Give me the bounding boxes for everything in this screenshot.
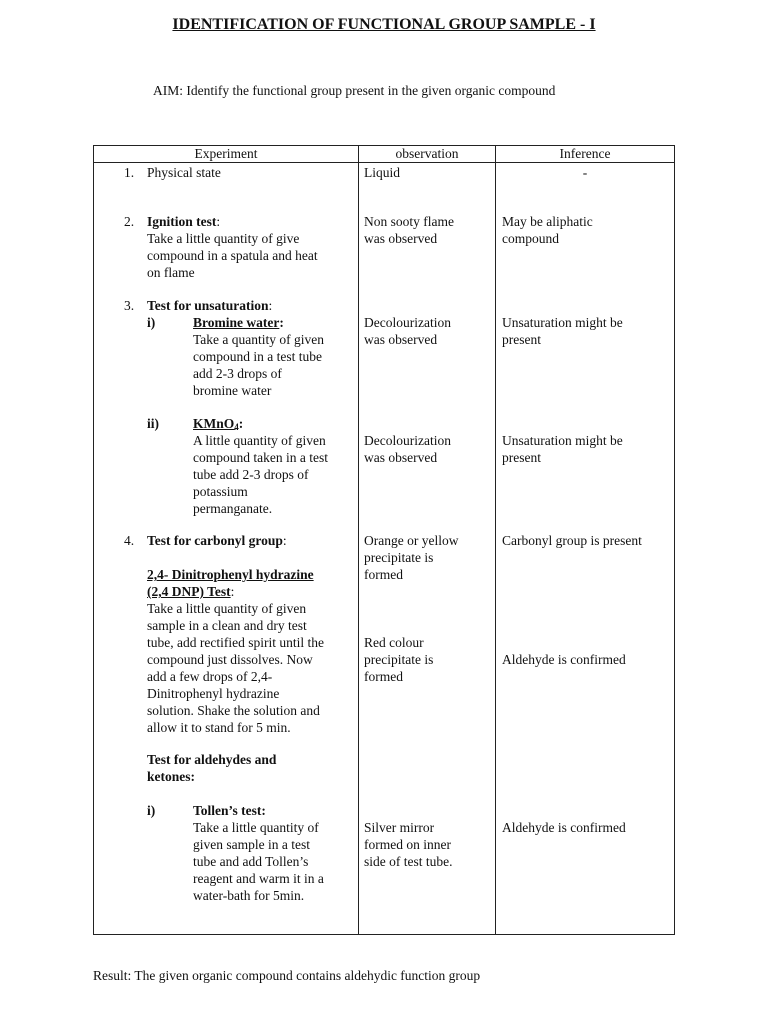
inference-text: present: [502, 450, 541, 465]
procedure-line: compound taken in a test: [193, 450, 328, 465]
procedure-line: add a few drops of 2,4-: [147, 669, 273, 684]
aldehyde-test-heading: ketones:: [147, 769, 195, 784]
result-text: Result: The given organic compound contains aldehydic function group: [93, 968, 481, 983]
inference-text: -: [582, 165, 588, 180]
observation-text: formed: [364, 669, 403, 684]
procedure-line: bromine water: [193, 383, 272, 398]
dnp-test-name: 2,4- Dinitrophenyl hydrazine: [147, 567, 314, 582]
aldehyde-test-heading: Test for aldehydes and: [147, 752, 277, 767]
inference-text: Unsaturation might be: [502, 433, 623, 448]
test-name: Test for unsaturation: [147, 298, 269, 313]
inference-text: Carbonyl group is present: [502, 533, 642, 548]
column-divider: [495, 146, 496, 934]
inference-text: present: [502, 332, 541, 347]
observation-text: Orange or yellow: [364, 533, 459, 548]
procedure-line: sample in a clean and dry test: [147, 618, 307, 633]
observation-text: was observed: [364, 332, 438, 347]
colon: :: [279, 315, 284, 330]
procedure-line: compound just dissolves. Now: [147, 652, 313, 667]
colon: :: [282, 533, 287, 548]
experiment-table: [93, 145, 675, 935]
inference-text: Unsaturation might be: [502, 315, 623, 330]
observation-text: was observed: [364, 231, 438, 246]
observation-text: Silver mirror: [364, 820, 435, 835]
sub-test-heading: [193, 415, 243, 432]
procedure-line: given sample in a test: [193, 837, 310, 852]
header-inference: Inference: [559, 146, 611, 161]
procedure-line: A little quantity of given: [193, 433, 326, 448]
procedure-line: Take a little quantity of: [193, 820, 319, 835]
procedure-line: Take a little quantity of give: [147, 231, 300, 246]
dnp-test-name: [147, 583, 234, 600]
observation-text: precipitate is: [364, 550, 434, 565]
observation-text: Decolourization: [364, 433, 451, 448]
procedure-line: on flame: [147, 265, 195, 280]
procedure-line: compound in a spatula and heat: [147, 248, 318, 263]
aim-text: AIM: Identify the functional group present in the given organic compound: [153, 83, 556, 98]
procedure-line: tube and add Tollen’s: [193, 854, 309, 869]
row-number: 4.: [124, 533, 135, 548]
sub-number: ii): [147, 416, 159, 431]
inference-text: Aldehyde is confirmed: [502, 820, 626, 835]
observation-text: was observed: [364, 450, 438, 465]
procedure-line: allow it to stand for 5 min.: [147, 720, 291, 735]
sub-number: i): [147, 803, 156, 818]
test-name: Ignition test: [147, 214, 217, 229]
experiment-heading: [147, 213, 220, 230]
colon: :: [238, 416, 244, 431]
sub-test-heading: [193, 314, 284, 331]
observation-text: Red colour: [364, 635, 424, 650]
row-number: 3.: [124, 298, 135, 313]
inference-text: May be aliphatic: [502, 214, 593, 229]
sub-number: i): [147, 315, 156, 330]
column-divider: [358, 146, 359, 934]
header-experiment: Experiment: [194, 146, 258, 161]
test-name: Test for carbonyl group: [147, 533, 283, 548]
observation-text: Liquid: [364, 165, 400, 180]
observation-text: precipitate is: [364, 652, 434, 667]
procedure-line: Take a quantity of given: [193, 332, 325, 347]
row-number: 2.: [124, 214, 135, 229]
dnp-test-name-cont: (2,4 DNP) Test: [147, 584, 231, 599]
observation-text: formed on inner: [364, 837, 451, 852]
observation-text: Non sooty flame: [364, 214, 454, 229]
colon: :: [230, 584, 235, 599]
procedure-line: add 2-3 drops of: [193, 366, 282, 381]
observation-text: side of test tube.: [364, 854, 453, 869]
procedure-line: Dinitrophenyl hydrazine: [147, 686, 280, 701]
formula-subscript: 4: [234, 422, 239, 432]
page-title: IDENTIFICATION OF FUNCTIONAL GROUP SAMPLE - I: [172, 16, 596, 33]
procedure-line: reagent and warm it in a: [193, 871, 324, 886]
inference-text: compound: [502, 231, 559, 246]
procedure-line: compound in a test tube: [193, 349, 322, 364]
header-divider: [94, 162, 674, 163]
sub-test-name: Bromine water: [193, 315, 280, 330]
experiment-name: Physical state: [147, 165, 221, 180]
experiment-heading: [147, 297, 272, 314]
procedure-line: permanganate.: [193, 501, 273, 516]
observation-text: formed: [364, 567, 403, 582]
procedure-line: potassium: [193, 484, 248, 499]
procedure-line: Take a little quantity of given: [147, 601, 307, 616]
observation-text: Decolourization: [364, 315, 451, 330]
row-number: 1.: [124, 165, 135, 180]
formula-main: KMnO: [193, 416, 235, 431]
colon: :: [268, 298, 273, 313]
inference-text: Aldehyde is confirmed: [502, 652, 626, 667]
header-observation: observation: [395, 146, 459, 161]
sub-test-name: Tollen’s test:: [193, 803, 266, 818]
procedure-line: tube, add rectified spirit until the: [147, 635, 324, 650]
experiment-heading: [147, 532, 287, 549]
procedure-line: tube add 2-3 drops of: [193, 467, 309, 482]
procedure-line: water-bath for 5min.: [193, 888, 305, 903]
colon: :: [216, 214, 221, 229]
sub-test-name: [193, 416, 239, 431]
procedure-line: solution. Shake the solution and: [147, 703, 320, 718]
